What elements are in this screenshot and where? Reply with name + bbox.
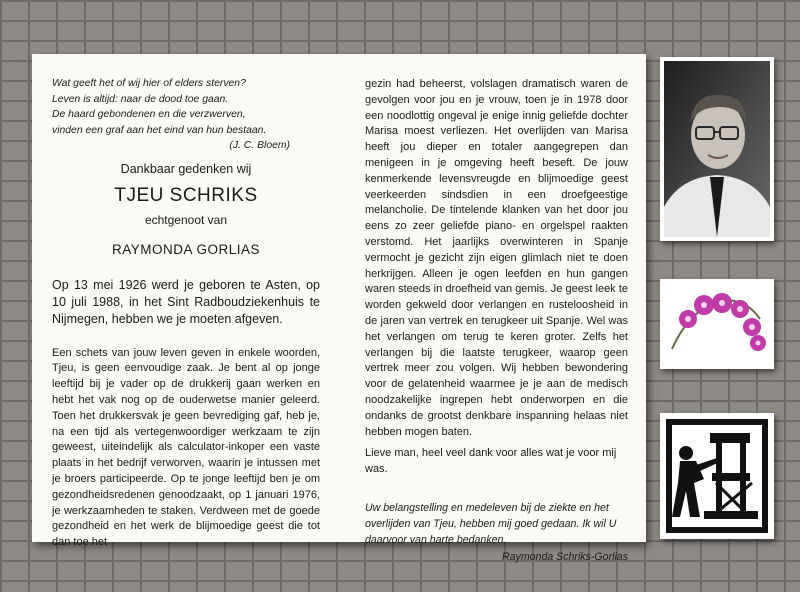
orchid-icon — [660, 279, 774, 369]
poem-line: Wat geeft het of wij hier of elders sterven? — [52, 78, 246, 89]
poem-line: vinden een graf aan het eind van hun bestaan. — [52, 124, 267, 136]
life-story-right: gezin had beheerst, volslagen dramatisch waren de gevolgen voor jou en je vrouw, toen je in 1978 door een noodlottig ongeval je enige innig geliefde dochter Marisa moest verliezen. Het overlijden van Marisa heeft jou dieper en totaler aangegrepen dan menigeen in je omgeving heeft beseft. De jouw kenmerkende levensvreugde en blijmoedige geest veerkeerden sindsdien in een droefgeestige melancholie. De tintelende klanken van het door jou eens zo zeer geliefde piano- en orgelspel raakten verstomd. Het jaarlijks overwinteren in Spanje vermocht je gezicht zijn eigen glimlach niet te doen herkrijgen. Alleen je ogen leefden en hun gangen waren steeds in droefheid van gemis. Je geest leek te worden gekweld door verlangen en rusteloosheid in de jaren van vertrek en terugkeer uit Spanje. Wel was het verlangen om terug te keren groter. Zelfs het verlangen bij die laatste terugkeer, waarop geen vertrek meer zou volgen. Wij hebben bewondering voor de gelatenheid waarmee je je aan de medisch noodzakelijke ingrepen hebt onderworpen en die ondanks de grootst denkbare inspanning helaas niet hebben mogen baten. — [365, 78, 628, 438]
right-column — [365, 77, 628, 566]
printing-press-photo — [660, 413, 774, 539]
poem-line: De haard gebondenen en die verzwerven, — [52, 109, 246, 121]
closing-text: Uw belangstelling en medeleven bij de ziekte en het overlijden van Tjeu, hebben mij goed gedaan. Ik wil U daarvoor van harte bedanken. — [365, 501, 617, 546]
birth-death-text: Op 13 mei 1926 werd je geboren te Asten, op 10 juli 1988, in het Sint Radboudziekenhuis te Nijmegen, hebben we je moeten afgeven. — [52, 277, 320, 326]
signature: Raymonda Schriks-Gorlias — [502, 550, 628, 563]
portrait-image — [660, 57, 774, 241]
dedication: Dankbaar gedenken wij — [120, 162, 252, 177]
poem-line: Leven is altijd: naar de dood toe gaan. — [52, 93, 229, 105]
poem-author: (J. C. Bloem) — [229, 140, 290, 152]
portrait-photo — [660, 57, 774, 241]
poem — [52, 76, 320, 138]
relation-label: echtgenoot van — [144, 212, 228, 227]
deceased-name: TJEU SCHRIKS — [114, 185, 258, 207]
spouse-name: RAYMONDA GORLIAS — [111, 241, 261, 257]
farewell-text: Lieve man, heel veel dank voor alles wat je voor mij was. — [365, 447, 617, 476]
printing-press-icon — [660, 413, 774, 539]
orchid-photo — [660, 279, 774, 369]
memorial-card — [32, 54, 646, 563]
left-column — [52, 76, 320, 551]
life-story-left: Een schets van jouw leven geven in enkele woorden, Tjeu, is geen eenvoudige zaak. Je bent al op jonge leeftijd bij je vader op de drukkerij gaan werken en hebt het vak nog op de ouderwetse manier geleerd. Toen het drukkersvak je geen bevrediging gaf, heb je, na een tijd als vertegenwoordiger werkzaam te zijn geweest, uiteindelijk als calculator-inkoper een vaste plaats in het bedrijf verworven, waarin je intussen met je broers participeerde. Op te jonge leeftijd ben je om gezondheidsredenen genoodzaakt, op 1 januari 1976, je werkzaamheden te staken. Verdween met de goede gezondheid en het werk de blijmoedige geest die tot dan toe het — [52, 346, 320, 549]
